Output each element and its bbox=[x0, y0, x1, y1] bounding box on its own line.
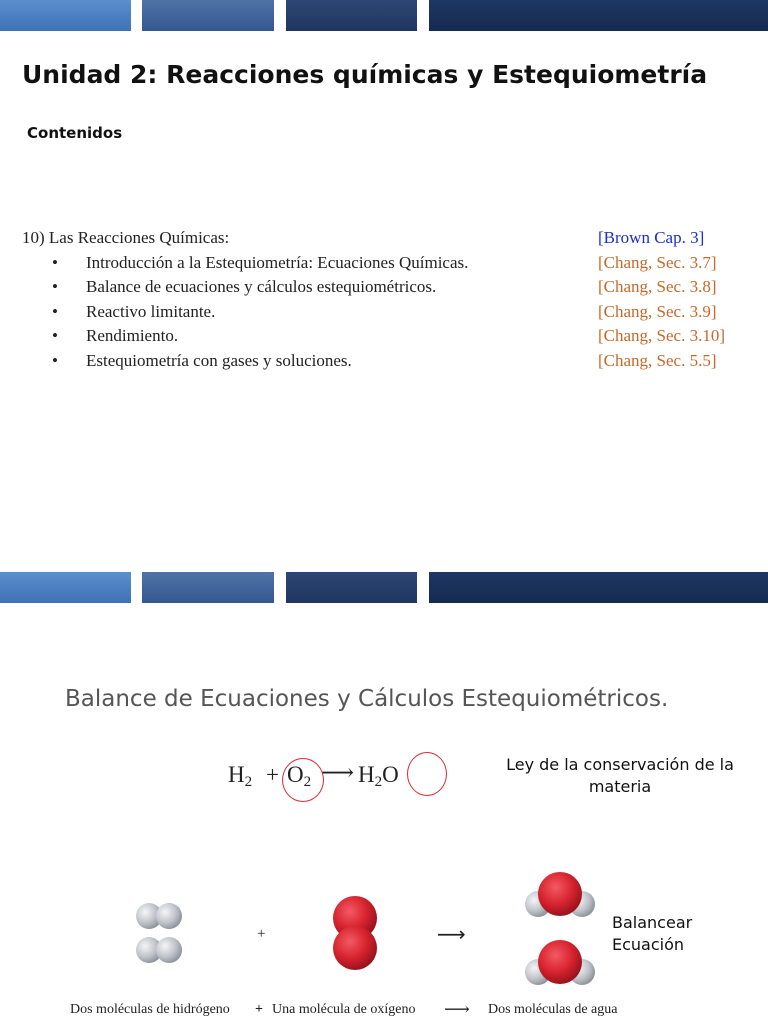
header-bars bbox=[0, 0, 768, 31]
eq-h2o: $H_2O$ bbox=[358, 762, 399, 790]
header-bar-1 bbox=[0, 0, 131, 31]
list-item-ref: [Chang, Sec. 3.10] bbox=[598, 326, 726, 345]
list-item-ref: [Chang, Sec. 3.8] bbox=[598, 277, 717, 296]
list-item-text: Estequiometría con gases y soluciones. bbox=[86, 350, 352, 370]
highlight-circle-o2 bbox=[282, 758, 324, 802]
slide-title: Unidad 2: Reacciones químicas y Estequiometría bbox=[22, 60, 708, 89]
list-item-text: Rendimiento. bbox=[86, 326, 179, 345]
oxygen-molecule-image bbox=[326, 894, 384, 974]
header-bar-2 bbox=[142, 572, 274, 603]
balance-equation-note: Balancear Ecuación bbox=[612, 913, 693, 954]
list-item-text: Balance de ecuaciones y cálculos estequiométricos. bbox=[86, 277, 437, 296]
header-bar-4 bbox=[429, 572, 768, 603]
list-item bbox=[22, 302, 752, 327]
molecule-arrow: ⟶ bbox=[437, 922, 466, 946]
slide-gap bbox=[0, 512, 768, 572]
header-bar-1 bbox=[0, 572, 131, 603]
list-item-ref: [Chang, Sec. 3.9] bbox=[598, 301, 717, 321]
caption-hydrogen: Dos moléculas de hidrógeno bbox=[70, 1002, 230, 1017]
contents-heading: 10) Las Reacciones Químicas: bbox=[22, 228, 230, 247]
list-item-text: Introducción a la Estequiometría: Ecuaciones Químicas. bbox=[86, 252, 469, 272]
chemical-equation bbox=[228, 758, 468, 806]
bullet-icon: • bbox=[52, 301, 58, 321]
contents-list bbox=[22, 228, 752, 375]
list-item bbox=[22, 277, 752, 302]
eq-plus: + bbox=[266, 762, 279, 787]
contents-heading-ref: [Brown Cap. 3] bbox=[598, 228, 705, 247]
list-item bbox=[22, 351, 752, 376]
slide-title: Balance de Ecuaciones y Cálculos Estequiométricos. bbox=[65, 686, 669, 712]
hydrogen-molecules-image bbox=[134, 900, 186, 970]
conservation-law-note: Ley de la conservación de la materia bbox=[506, 755, 734, 796]
header-bar-3 bbox=[286, 572, 417, 603]
eq-h2: $H_2$ bbox=[228, 762, 253, 790]
list-item-text: Reactivo limitante. bbox=[86, 301, 216, 321]
header-bar-4 bbox=[429, 0, 768, 31]
list-item bbox=[22, 253, 752, 278]
molecule-plus: + bbox=[257, 926, 266, 942]
caption-arrow: ⟶ bbox=[444, 999, 470, 1019]
slide-subtitle: Contenidos bbox=[27, 124, 123, 142]
caption-oxygen: Una molécula de oxígeno bbox=[272, 1002, 416, 1017]
contents-heading-row bbox=[22, 228, 752, 253]
bullet-icon: • bbox=[52, 326, 58, 345]
eq-o2: $O_2$ bbox=[287, 762, 312, 790]
bullet-icon: • bbox=[52, 350, 58, 370]
header-bars bbox=[0, 572, 768, 603]
slide-2 bbox=[0, 572, 768, 1024]
bullet-icon: • bbox=[52, 252, 58, 272]
caption-water: Dos moléculas de agua bbox=[488, 1002, 618, 1017]
water-molecules-image bbox=[522, 870, 598, 1000]
header-bar-2 bbox=[142, 0, 274, 31]
list-item-ref: [Chang, Sec. 5.5] bbox=[598, 350, 717, 370]
list-item-ref: [Chang, Sec. 3.7] bbox=[598, 252, 717, 272]
highlight-circle-o bbox=[407, 752, 447, 796]
eq-arrow: ⟶ bbox=[321, 760, 354, 785]
caption-plus: + bbox=[255, 1002, 263, 1017]
header-bar-3 bbox=[286, 0, 417, 31]
list-item bbox=[22, 326, 752, 351]
bullet-icon: • bbox=[52, 277, 58, 296]
